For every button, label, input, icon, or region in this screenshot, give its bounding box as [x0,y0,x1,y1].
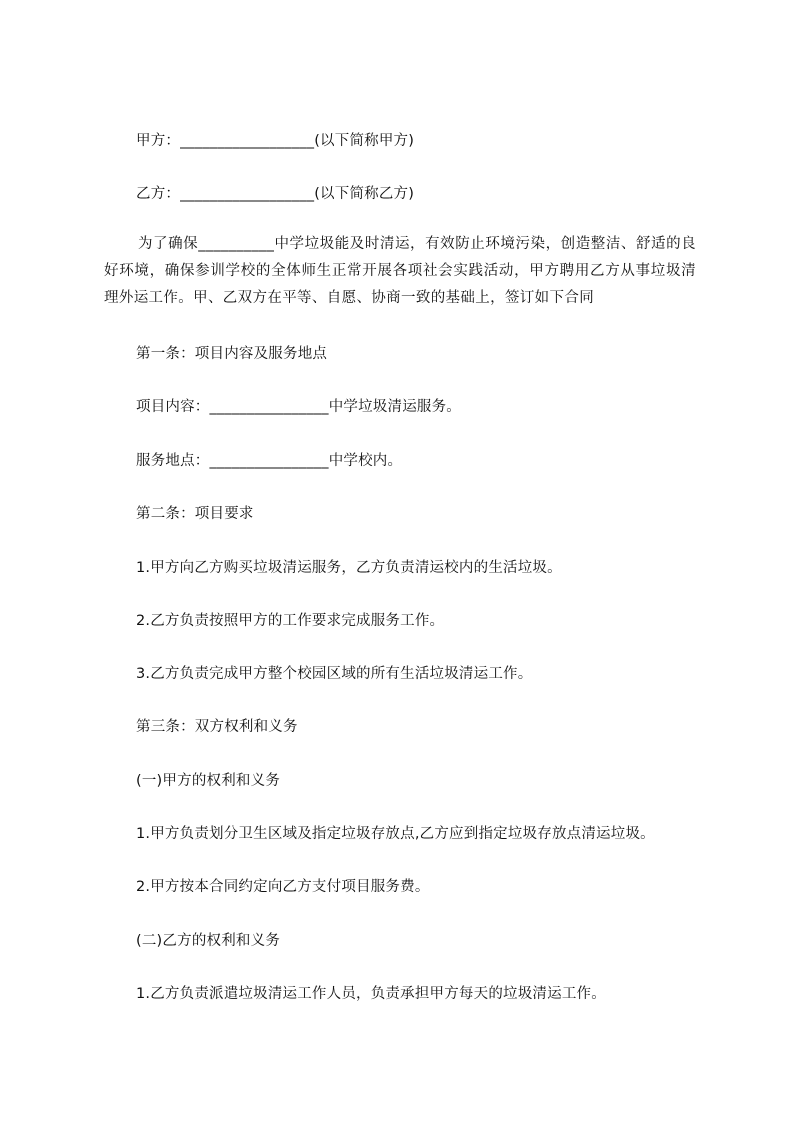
article-1-title: 第一条：项目内容及服务地点 [136,346,328,362]
requirement-item-2: 2.乙方负责按照甲方的工作要求完成服务工作。 [136,613,445,629]
party-a-rights-title: (一)甲方的权利和义务 [136,773,281,789]
requirement-item-3: 3.乙方负责完成甲方整个校园区域的所有生活垃圾清运工作。 [136,666,533,682]
party-b-right-item-1: 1.乙方负责派遣垃圾清运工作人员，负责承担甲方每天的垃圾清运工作。 [136,986,606,1002]
party-a-right-item-1: 1.甲方负责划分卫生区域及指定垃圾存放点,乙方应到指定垃圾存放点清运垃圾。 [136,826,655,842]
article-2-title: 第二条：项目要求 [136,506,254,522]
party-a-right-item-2: 2.甲方按本合同约定向乙方支付项目服务费。 [136,879,430,895]
party-a-line: 甲方：__________________(以下简称甲方) [136,133,415,149]
service-location-line: 服务地点：________________中学校内。 [136,453,403,469]
article-3-title: 第三条：双方权利和义务 [136,719,298,735]
party-b-rights-title: (二)乙方的权利和义务 [136,933,281,949]
requirement-item-1: 1.甲方向乙方购买垃圾清运服务，乙方负责清运校内的生活垃圾。 [136,560,562,576]
intro-paragraph: 为了确保__________中学垃圾能及时清运，有效防止环境污染，创造整洁、舒适的良好环境，确保参训学校的全体师生正常开展各项社会实践活动，甲方聘用乙方从事垃圾清理外运工作。甲、乙双方在平等、自愿、协商一致的基础上，签订如下合同 [104,236,696,306]
project-content-line: 项目内容：________________中学垃圾清运服务。 [136,399,461,415]
party-b-line: 乙方：__________________(以下简称乙方) [136,186,415,202]
